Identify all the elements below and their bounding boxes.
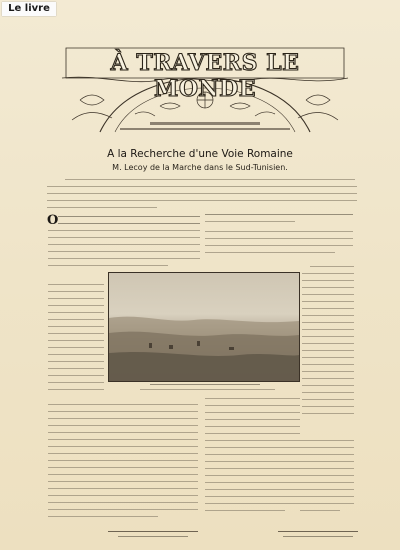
text-column-lower-left <box>48 404 198 529</box>
article-title: A la Recherche d'une Voie Romaine <box>107 148 293 160</box>
text-column-right-narrow <box>302 266 354 436</box>
drop-cap: O <box>47 213 59 228</box>
landscape-photo-icon <box>109 273 299 381</box>
site-badge[interactable]: Le livre <box>2 2 56 16</box>
text-column-bottom-right <box>300 440 354 528</box>
text-column-left <box>58 216 198 276</box>
article-lede <box>47 177 357 209</box>
article-subtitle: M. Lecoy de la Marche dans le Sud-Tunisien. <box>112 163 288 172</box>
footer-rule-left <box>108 531 198 532</box>
landscape-photo <box>108 272 300 382</box>
masthead-title: À TRAVERS LE MONDE <box>110 50 300 102</box>
text-column-left-narrow <box>48 284 106 404</box>
masthead <box>60 40 350 140</box>
footer-rule-right <box>278 531 358 532</box>
figure-caption <box>140 383 275 393</box>
text-column-right <box>205 214 355 269</box>
text-column-lower-right <box>205 398 300 528</box>
